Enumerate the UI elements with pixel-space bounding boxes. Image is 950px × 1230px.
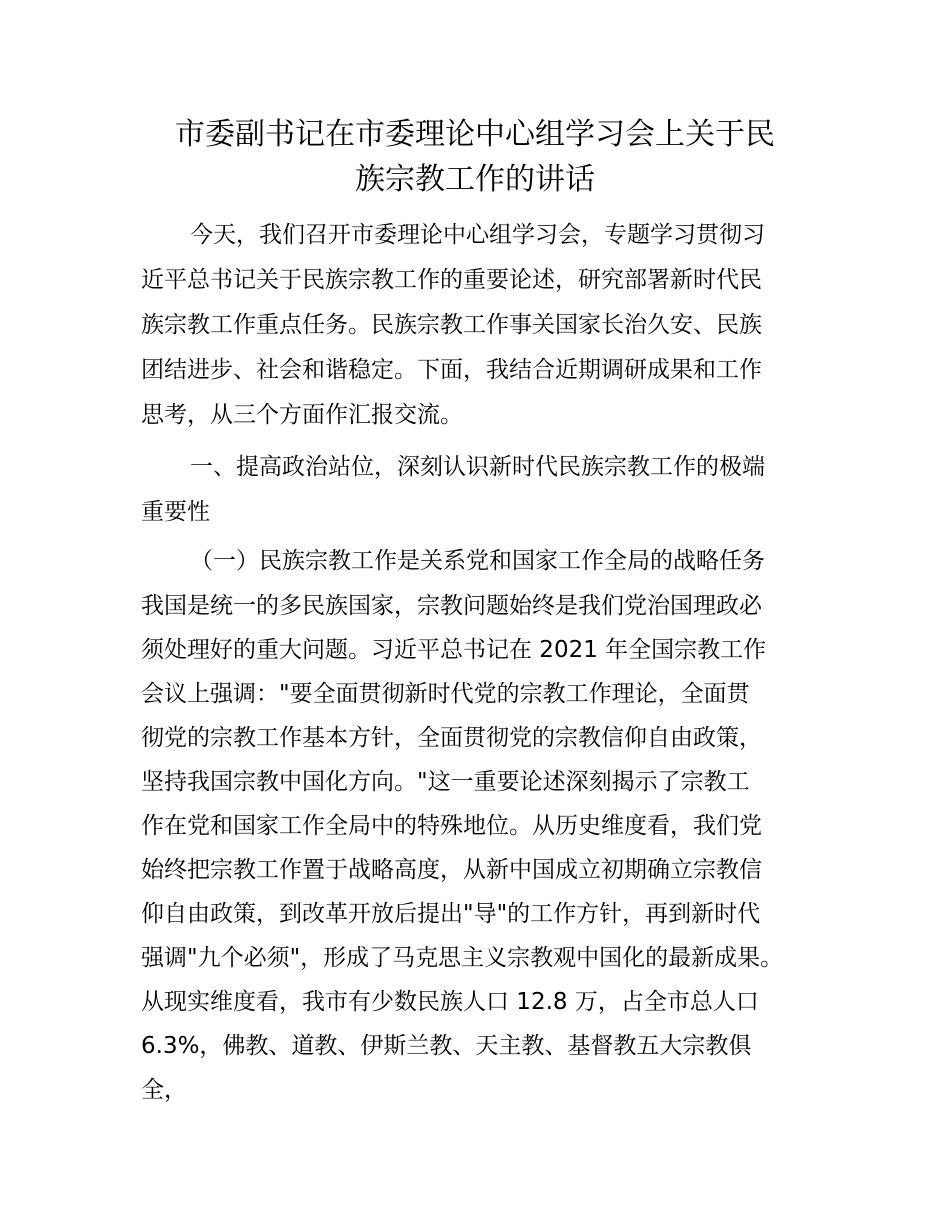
intro-line-3: 族宗教工作重点任务。民族宗教工作事关国家长治久安、民族 [141, 312, 762, 338]
section-heading-line-2: 重要性 [141, 499, 210, 525]
intro-line-1: 今天，我们召开市委理论中心组学习会，专题学习贯彻习 [190, 222, 765, 248]
body-line-7: 始终把宗教工作置于战略高度，从新中国成立初期确立宗教信 [141, 857, 762, 883]
body-line-9: 强调"九个必须"，形成了马克思主义宗教观中国化的最新成果。 [141, 945, 784, 971]
body-line-10: 从现实维度看，我市有少数民族人口 12.8 万，占全市总人口 [141, 989, 759, 1015]
body-line-4: 彻党的宗教工作基本方针，全面贯彻党的宗教信仰自由政策， [141, 725, 762, 751]
intro-line-5: 思考，从三个方面作汇报交流。 [141, 402, 463, 428]
body-line-11: 6.3%，佛教、道教、伊斯兰教、天主教、基督教五大宗教俱 [141, 1033, 752, 1059]
intro-line-4: 团结进步、社会和谐稳定。下面，我结合近期调研成果和工作 [141, 357, 762, 383]
subsection-heading: （一）民族宗教工作是关系党和国家工作全局的战略任务 [190, 548, 765, 574]
body-line-5: 坚持我国宗教中国化方向。"这一重要论述深刻揭示了宗教工 [141, 769, 750, 795]
body-line-6: 作在党和国家工作全局中的特殊地位。从历史维度看，我们党 [141, 813, 762, 839]
document-title-line-2: 族宗教工作的讲话 [355, 162, 595, 197]
document-title-line-1: 市委副书记在市委理论中心组学习会上关于民 [175, 117, 775, 152]
body-line-12: 全， [141, 1077, 187, 1103]
body-line-8: 仰自由政策，到改革开放后提出"导"的工作方针，再到新时代 [141, 901, 761, 927]
body-line-2: 须处理好的重大问题。习近平总书记在 2021 年全国宗教工作 [141, 637, 767, 663]
section-heading-line-1: 一、提高政治站位，深刻认识新时代民族宗教工作的极端 [190, 454, 765, 480]
intro-line-2: 近平总书记关于民族宗教工作的重要论述，研究部署新时代民 [141, 267, 762, 293]
body-line-1: 我国是统一的多民族国家，宗教问题始终是我们党治国理政必 [141, 593, 762, 619]
body-line-3: 会议上强调："要全面贯彻新时代党的宗教工作理论，全面贯 [141, 681, 750, 707]
